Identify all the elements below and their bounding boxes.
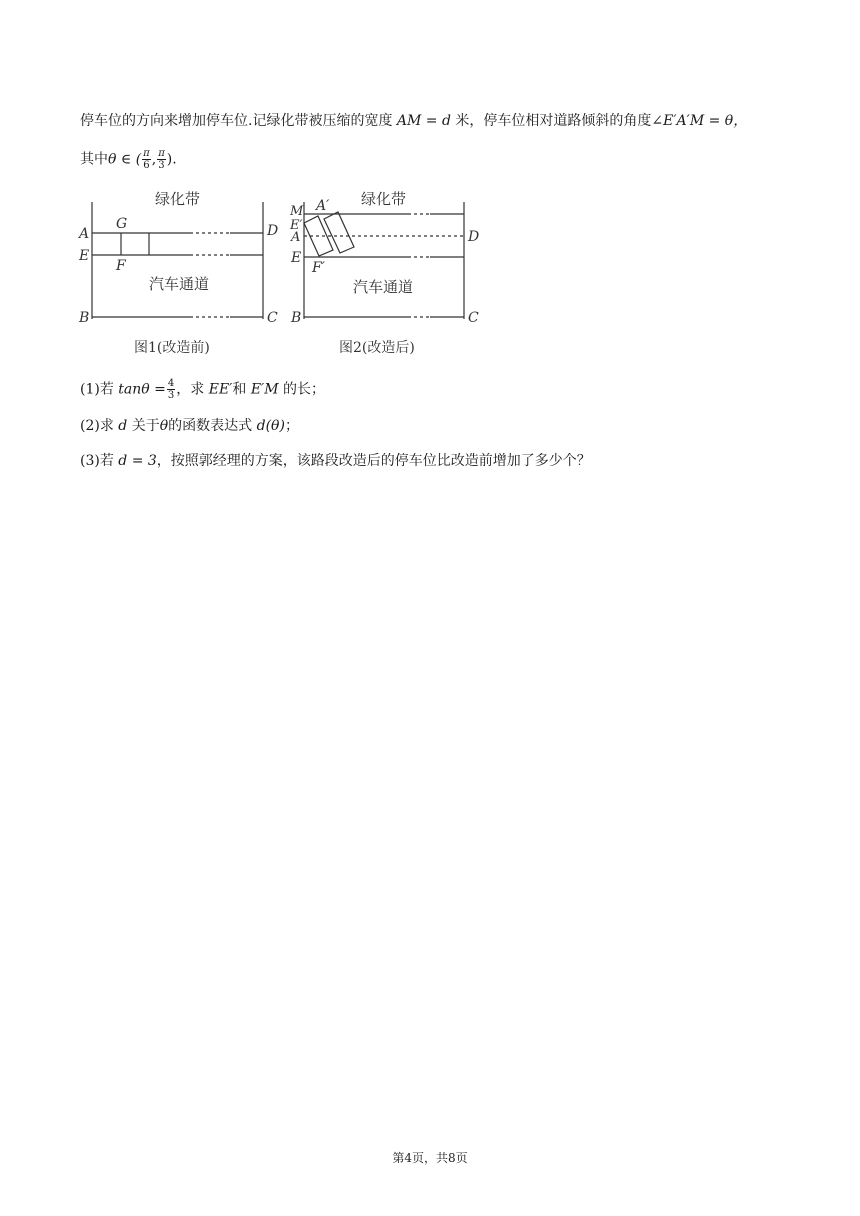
intro-line-1: [80, 111, 747, 131]
fig1-label-a: A: [79, 226, 90, 242]
fraction-4-3: $\frac{4}{3}$: [167, 378, 175, 401]
q1-prefix: (1)若: [80, 381, 114, 398]
fig2-label-d: D: [468, 229, 480, 245]
range-comma: ,: [151, 151, 157, 168]
fig2-label-b: B: [291, 310, 302, 326]
fraction-pi-6: $\frac{\pi}{6}$: [143, 148, 150, 171]
intro-text-1a: 停车位的方向来增加停车位.记绿化带被压缩的宽度: [80, 113, 393, 129]
q1-ask: ，求: [176, 381, 205, 398]
q2-d-theta: d(θ): [256, 418, 285, 434]
q3-prefix: (3)若: [80, 453, 114, 469]
question-2: [80, 416, 299, 436]
fig1-label-e: E: [79, 248, 90, 264]
figure-2: [304, 202, 464, 319]
fig1-label-f: F: [116, 258, 126, 274]
fig2-label-a-prime: A′: [316, 198, 330, 214]
question-1: [80, 378, 325, 401]
fig1-caption: 图1(改造前): [134, 340, 210, 356]
intro-angle: ∠E′A′M = θ，: [651, 113, 748, 129]
q2-about: 关于: [131, 418, 160, 434]
q1-tan: tanθ =: [118, 381, 166, 398]
figures: [70, 182, 490, 362]
q3-text: ，按照郭经理的方案，该路段改造后的停车位比改造前增加了多少个？: [156, 453, 591, 469]
q2-d: d: [118, 418, 128, 434]
intro-text-1b: 米，停车位相对道路倾斜的角度: [455, 113, 652, 129]
q2-suffix: ；: [284, 418, 299, 434]
fig2-label-a: A: [291, 230, 301, 245]
fig1-label-b: B: [79, 310, 90, 326]
fig1-title: 绿化带: [155, 190, 201, 208]
fig2-road: 汽车通道: [353, 278, 414, 296]
fig2-caption: 图2(改造后): [339, 340, 415, 356]
fig1-label-d: D: [267, 223, 279, 239]
intro-var-am: AM = d: [396, 113, 451, 129]
q2-func: 的函数表达式: [168, 418, 253, 434]
q1-suffix: 的长；: [283, 381, 325, 398]
q2-theta: θ: [159, 418, 169, 434]
fig2-label-f-prime: F′: [312, 260, 325, 276]
fraction-pi-3: $\frac{\pi}{3}$: [158, 148, 165, 171]
q1-e-prime-m: E′M: [250, 381, 279, 398]
fig1-road: 汽车通道: [149, 275, 210, 293]
fig2-label-m: M: [290, 204, 304, 219]
q1-and: 和: [232, 381, 247, 398]
intro-theta-range: θ ∈ (: [108, 151, 142, 168]
q1-ee-prime: EE′: [208, 381, 233, 398]
question-3: [80, 451, 591, 471]
intro-line-2: [80, 148, 177, 171]
fig2-label-c: C: [468, 310, 479, 326]
intro-text-2c: ).: [166, 151, 177, 168]
intro-text-2a: 其中: [80, 151, 108, 168]
fig2-label-e: E: [291, 250, 302, 266]
fig2-title: 绿化带: [361, 190, 407, 208]
fig1-label-c: C: [267, 310, 278, 326]
fig1-label-g: G: [116, 216, 128, 232]
fig2-label-e-prime: E′: [290, 218, 303, 233]
q3-d-eq-3: d = 3: [118, 453, 157, 469]
page-footer: 第4页，共8页: [392, 1151, 468, 1165]
q2-prefix: (2)求: [80, 418, 114, 434]
